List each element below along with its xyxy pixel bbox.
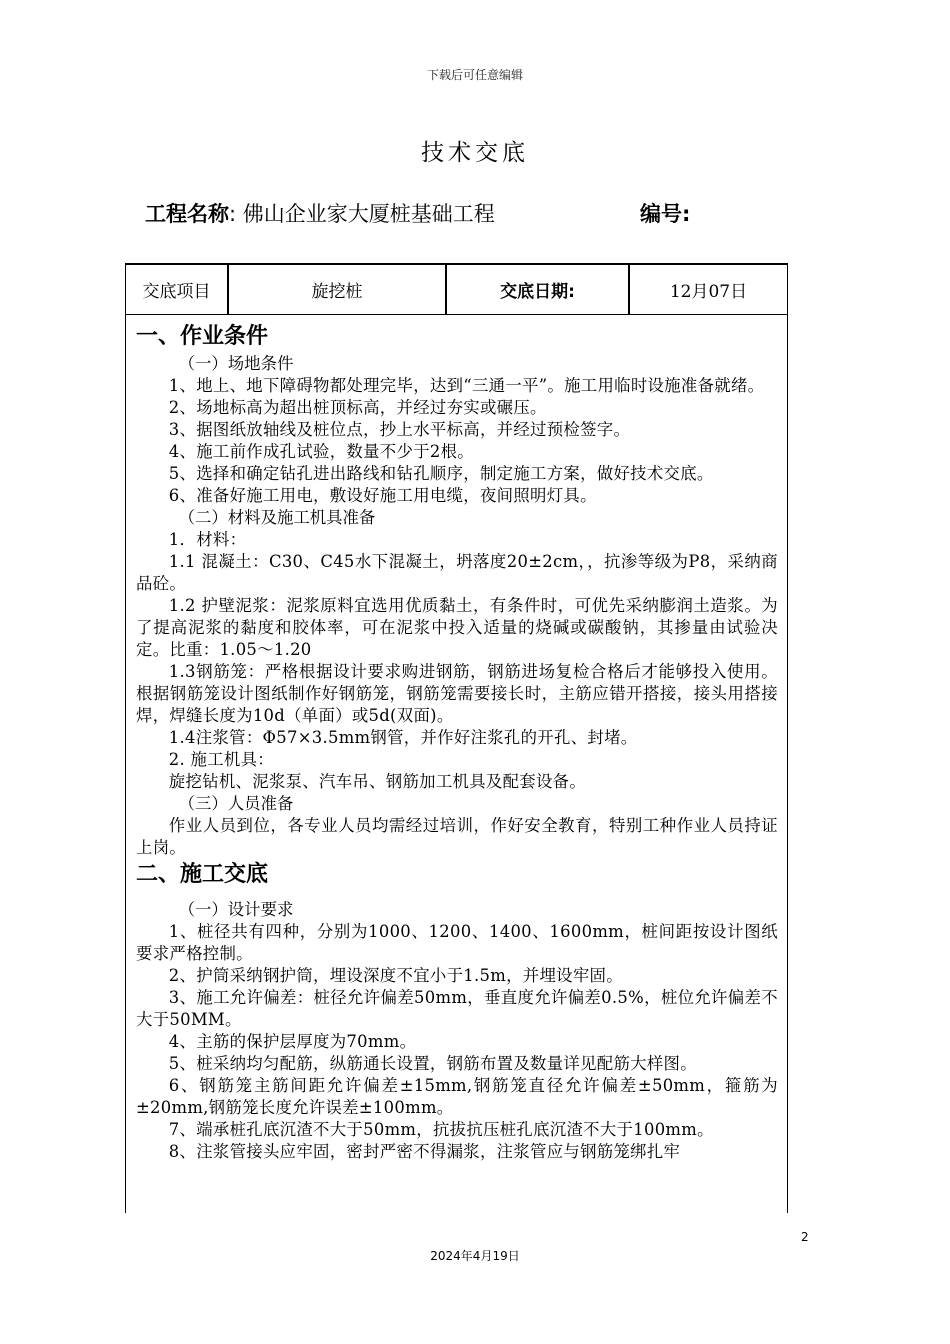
table-header-row xyxy=(126,265,787,315)
paragraph: 2、场地标高为超出桩顶标高，并经过夯实或碾压。 xyxy=(168,398,547,417)
paragraph: 1.3钢筋笼：严格根据设计要求购进钢筋，钢筋进场复检合格后才能够投入使用。根据钢筋笼设计图纸制作好钢筋笼，钢筋笼需要接长时，主筋应错开搭接，接头用搭接焊，焊缝长度为10d（单面）或5d(双面)。 xyxy=(136,662,778,725)
paragraph: 旋挖钻机、泥浆泵、汽车吊、钢筋加工机具及配套设备。 xyxy=(168,772,587,791)
document-title: 技术交底 xyxy=(421,140,529,166)
section1-body xyxy=(136,353,778,859)
paragraph: 4、主筋的保护层厚度为70mm。 xyxy=(168,1032,417,1051)
disclosure-content xyxy=(126,315,787,1163)
paragraph: 3、据图纸放轴线及桩位点，抄上水平标高，并经过预检签字。 xyxy=(168,420,631,439)
paragraph: 3、施工允许偏差：桩径允许偏差50mm，垂直度允许偏差0.5%，桩位允许偏差不大于50MM。 xyxy=(136,988,778,1029)
paragraph: 1、桩径共有四种，分别为1000、1200、1400、1600mm，桩间距按设计图纸要求严格控制。 xyxy=(136,922,778,963)
section1-heading: 一、作业条件 xyxy=(136,324,269,349)
paragraph: 1.2 护壁泥浆：泥浆原料宜选用优质黏土，有条件时，可优先采纳膨润土造浆。为了提高泥浆的黏度和胶体率，可在泥浆中投入适量的烧碱或碳酸钠，其掺量由试验决定。比重：1.05～1.20 xyxy=(136,596,778,659)
paragraph: 1．材料： xyxy=(168,530,247,549)
paragraph: 1.1 混凝土：C30、C45水下混凝土，坍落度20±2cm，，抗渗等级为P8，采纳商品砼。 xyxy=(136,552,778,593)
project-name-label: 工程名称 xyxy=(145,202,229,226)
section2-body xyxy=(136,899,778,1163)
date-value-cell: 12月07日 xyxy=(669,282,748,302)
subsection-heading: （一）设计要求 xyxy=(178,900,294,919)
paragraph: 7、端承桩孔底沉渣不大于50mm，抗拔抗压桩孔底沉渣不大于100mm。 xyxy=(168,1120,714,1139)
subsection-heading: （一）场地条件 xyxy=(178,354,294,373)
paragraph: 5、桩采纳均匀配筋，纵筋通长设置，钢筋布置及数量详见配筋大样图。 xyxy=(168,1054,697,1073)
footer-date: 2024年4月19日 xyxy=(430,1249,520,1263)
paragraph: 5、选择和确定钻孔进出路线和钻孔顺序，制定施工方案，做好技术交底。 xyxy=(168,464,714,483)
subsection-heading: （三）人员准备 xyxy=(178,794,294,813)
paragraph: 2. 施工机具： xyxy=(168,750,274,769)
project-line xyxy=(145,198,765,228)
item-label-cell: 交底项目 xyxy=(126,265,229,314)
paragraph: 1、地上、地下障碍物都处理完毕，达到“三通一平”。施工用临时设施准备就绪。 xyxy=(168,376,765,395)
date-label-cell: 交底日期: xyxy=(447,265,630,314)
project-name-separator: : xyxy=(229,202,237,226)
paragraph: 4、施工前作成孔试验，数量不少于2根。 xyxy=(168,442,474,461)
page-number: 2 xyxy=(801,1230,809,1244)
paragraph: 6、准备好施工用电，敷设好施工用电缆，夜间照明灯具。 xyxy=(168,486,597,505)
paragraph: 作业人员到位，各专业人员均需经过培训，作好安全教育，特别工种作业人员持证上岗。 xyxy=(136,816,778,857)
project-name-value: 佛山企业家大厦桩基础工程 xyxy=(242,202,495,226)
paragraph: 2、护筒采纳钢护筒，埋设深度不宜小于1.5m，并埋设牢固。 xyxy=(168,966,623,985)
item-value-cell: 旋挖桩 xyxy=(229,265,447,314)
header-note: 下载后可任意编辑 xyxy=(426,68,523,82)
paragraph: 8、注浆管接头应牢固，密封严密不得漏浆，注浆管应与钢筋笼绑扎牢 xyxy=(168,1142,681,1161)
disclosure-table xyxy=(125,263,788,1213)
subsection-heading: （二）材料及施工机具准备 xyxy=(178,508,376,527)
paragraph: 1.4注浆管：Φ57×3.5mm钢管，并作好注浆孔的开孔、封堵。 xyxy=(168,728,638,747)
project-number-label: 编号: xyxy=(640,202,691,226)
section2-heading: 二、施工交底 xyxy=(136,862,269,887)
paragraph: 6、钢筋笼主筋间距允许偏差±15mm,钢筋笼直径允许偏差±50mm，箍筋为±20mm,钢筋笼长度允许误差±100mm。 xyxy=(136,1076,778,1117)
